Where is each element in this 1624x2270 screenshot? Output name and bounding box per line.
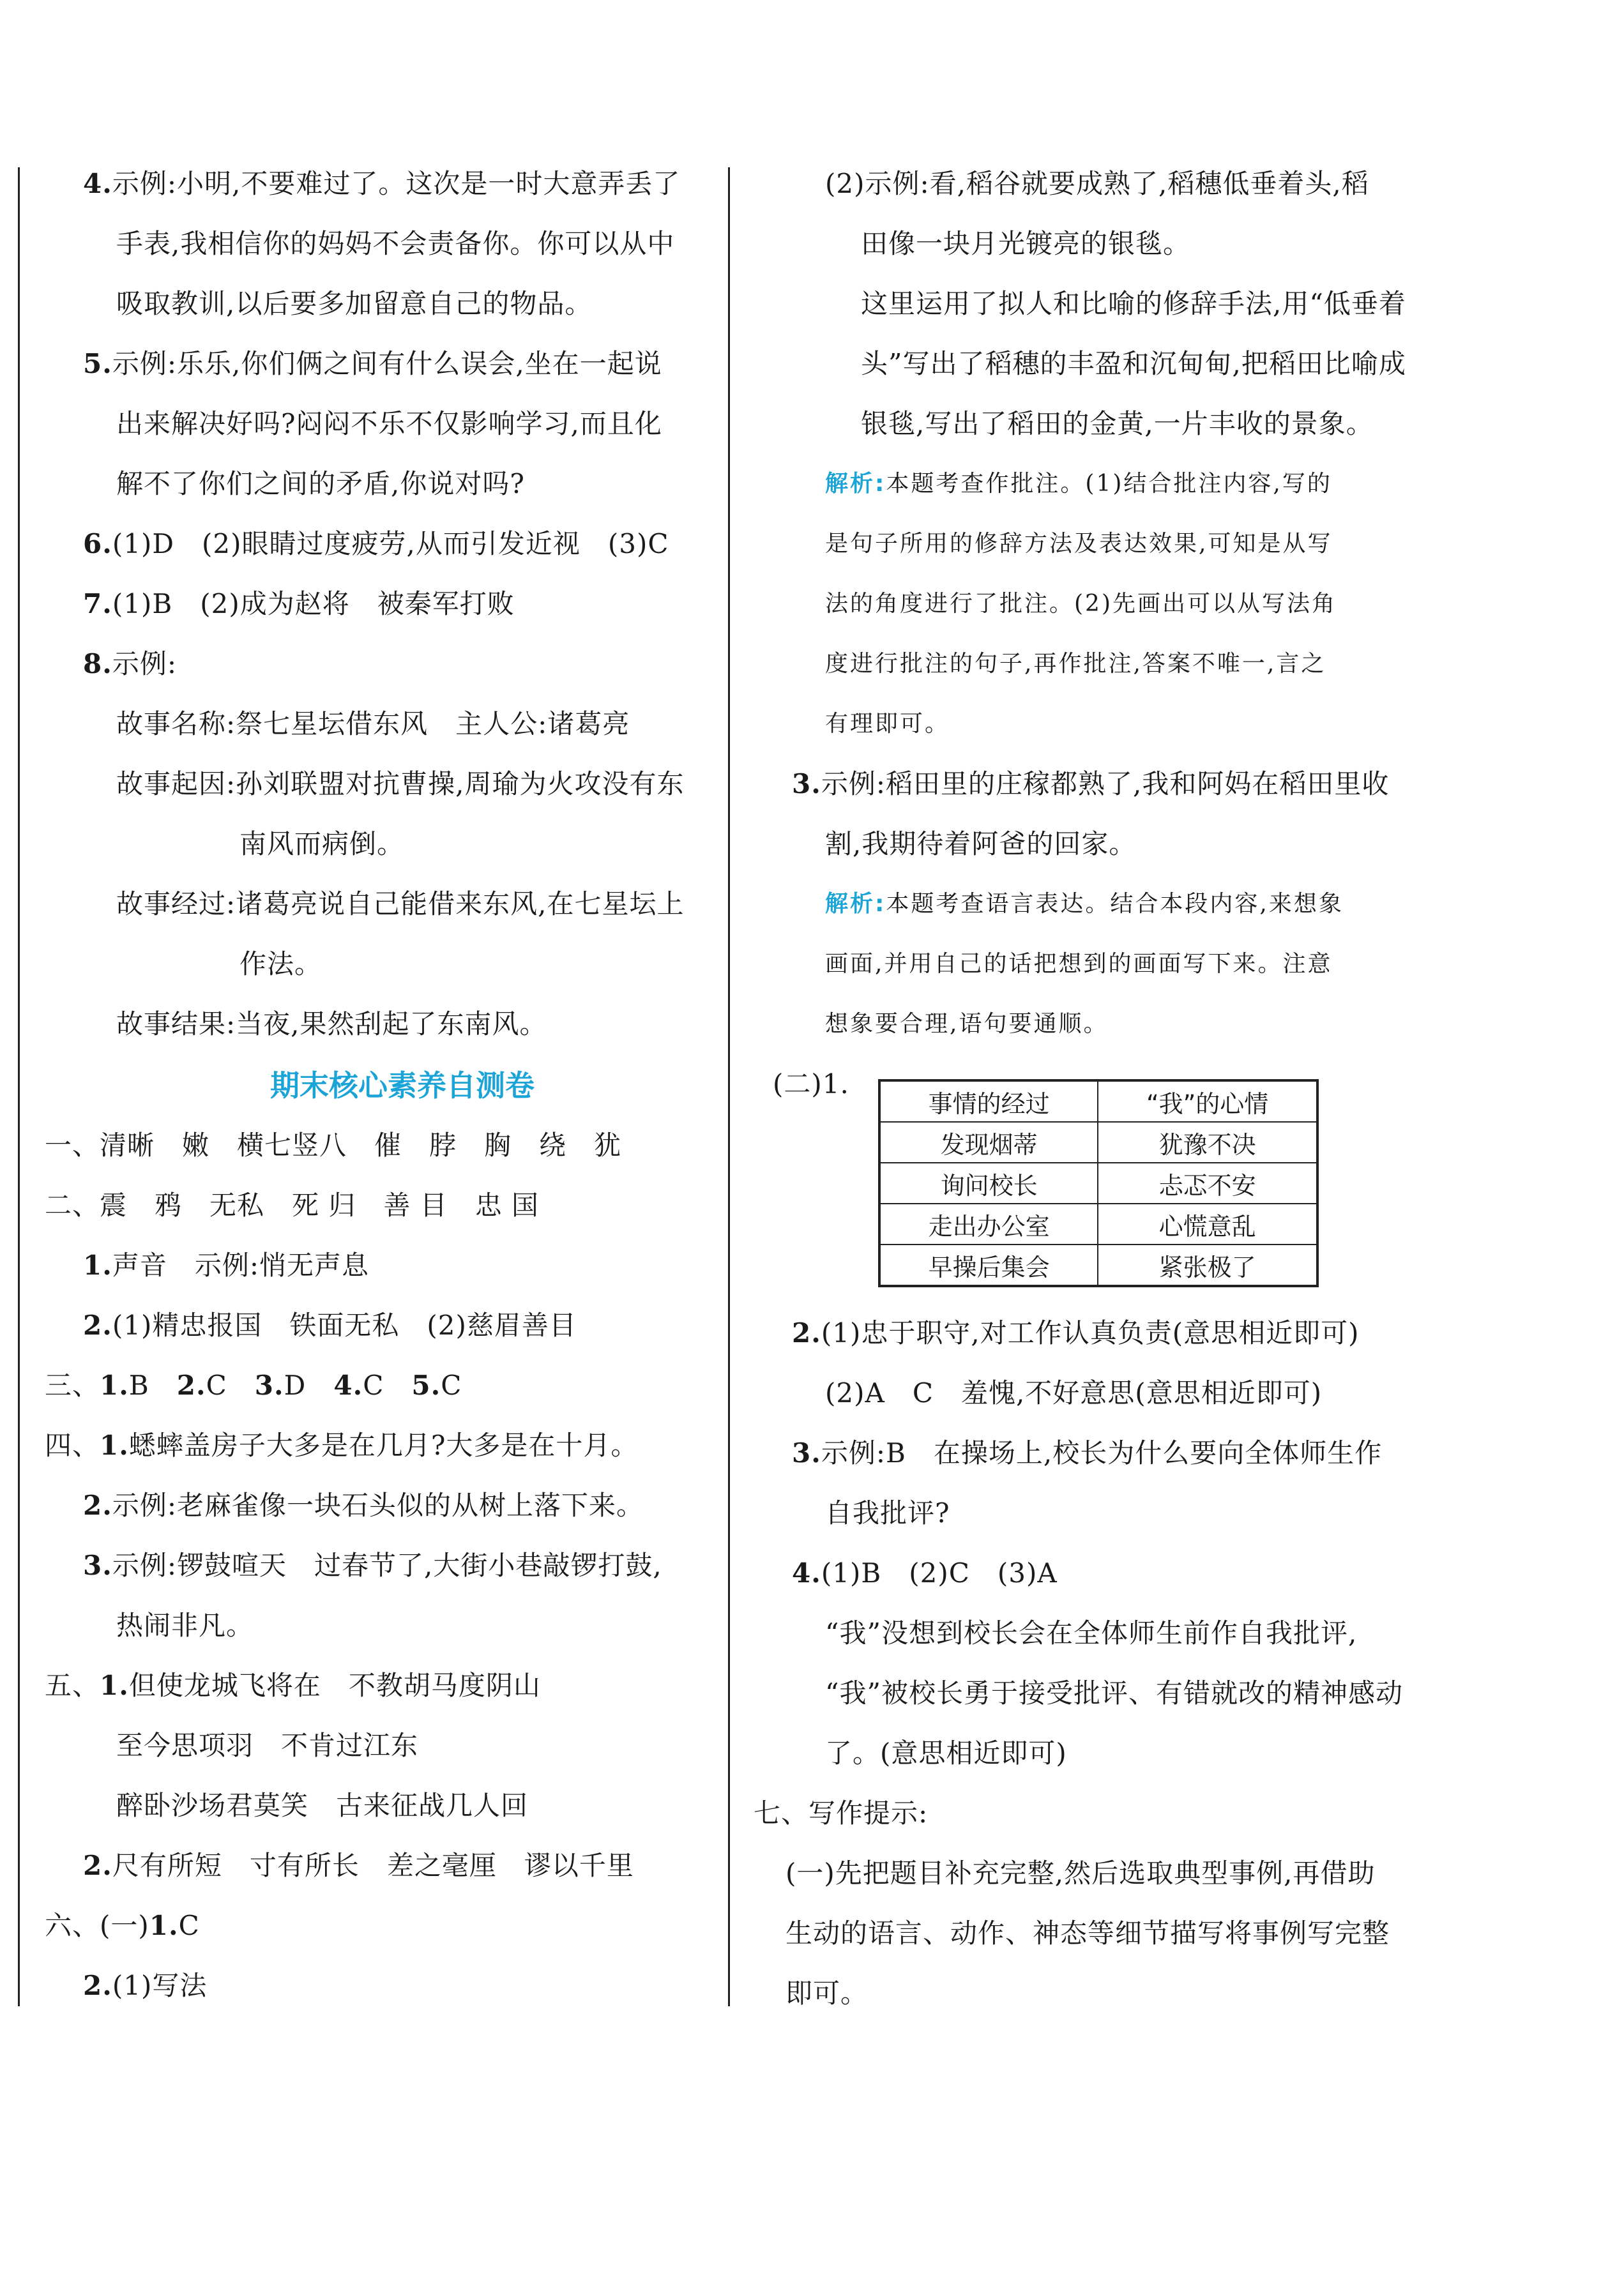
p2-3-line-1: 3.示例:B 在操场上,校长为什么要向全体师生作 [792,1437,1383,1469]
table-header: “我”的心情 [1098,1080,1317,1122]
p2-4-line-1: 4.(1)B (2)C (3)A [792,1557,1058,1589]
story-process-1: 故事经过:诸葛亮说自己能借来东风,在七星坛上 [116,888,685,919]
r-line-3: 这里运用了拟人和比喻的修辞手法,用“低垂着 [861,288,1406,319]
q5-line-3: 解不了你们之间的矛盾,你说对吗? [116,468,525,499]
table-header: 事情的经过 [879,1080,1098,1122]
left-margin-rule [18,167,20,2006]
q7-line: 7.(1)B (2)成为赵将 被秦军打败 [83,588,515,619]
analysis-1-line-2: 是句子所用的修辞方法及表达效果,可知是从写 [825,531,1333,557]
story-cause-1: 故事起因:孙刘联盟对抗曹操,周瑜为火攻没有东 [116,768,685,799]
table-cell: 犹豫不决 [1098,1122,1317,1163]
s7-line-2: 生动的语言、动作、神态等细节描写将事例写完整 [785,1918,1390,1949]
table-cell: 紧张极了 [1098,1245,1317,1286]
q4-line-2: 手表,我相信你的妈妈不会责备你。你可以从中 [116,228,675,259]
q6-line: 6.(1)D (2)眼睛过度疲劳,从而引发近视 (3)C [83,528,669,559]
s5-1-line-3: 醉卧沙场君莫笑 古来征战几人回 [116,1790,529,1821]
q4-line-1: 4.示例:小明,不要难过了。这次是一时大意弄丢了 [83,168,681,199]
s2-2-line: 2.(1)精忠报国 铁面无私 (2)慈眉善目 [83,1310,577,1341]
table-cell: 忐忑不安 [1098,1163,1317,1204]
r-line-1: (2)示例:看,稻谷就要成熟了,稻穗低垂着头,稻 [825,168,1369,199]
q3-line-1: 3.示例:稻田里的庄稼都熟了,我和阿妈在稻田里收 [792,768,1390,799]
s3-line: 三、1.B 2.C 3.D 4.C 5.C [45,1370,462,1401]
s7-line-1: (一)先把题目补充完整,然后选取典型事例,再借助 [785,1858,1376,1889]
p2-2-line-2: (2)A C 羞愧,不好意思(意思相近即可) [825,1377,1323,1409]
table-cell: 早操后集会 [879,1245,1098,1286]
s2-line: 二、震 鸦 无私 死 归 善 目 忠 国 [45,1190,540,1221]
table-cell: 询问校长 [879,1163,1098,1204]
analysis-1-line-4: 度进行批注的句子,再作批注,答案不唯一,言之 [825,651,1326,677]
p2-4-line-3: “我”被校长勇于接受批评、有错就改的精神感动 [825,1677,1403,1709]
s5-2-line: 2.尺有所短 寸有所长 差之毫厘 谬以千里 [83,1850,634,1881]
s6-2-line: 2.(1)写法 [83,1970,208,2001]
right-column [754,0,1430,2270]
table-cell: 心慌意乱 [1098,1204,1317,1245]
story-process-2: 作法。 [239,948,323,980]
column-divider [728,167,730,2006]
analysis-1-line-5: 有理即可。 [825,711,950,737]
analysis-2-line-2: 画面,并用自己的话把想到的画面写下来。注意 [825,951,1333,977]
q5-line-2: 出来解决好吗?闷闷不乐不仅影响学习,而且化 [116,408,662,439]
q8-line: 8.示例: [83,648,178,679]
section-title: 期末核心素养自测卷 [270,1068,535,1103]
table-row [879,1122,1317,1163]
s4-2-line: 2.示例:老麻雀像一块石头似的从树上落下来。 [83,1490,644,1521]
table-row [879,1204,1317,1245]
s5-1-line-1: 五、1.但使龙城飞将在 不教胡马度阴山 [45,1670,541,1701]
story-cause-2: 南风而病倒。 [239,828,405,859]
part2-label: (二)1. [773,1068,849,1100]
s7-line: 七、写作提示: [754,1797,929,1829]
s1-line: 一、清晰 嫩 横七竖八 催 脖 胸 绕 犹 [45,1130,622,1161]
s6-1-line: 六、(一)1.C [45,1910,200,1941]
p2-2-line-1: 2.(1)忠于职守,对工作认真负责(意思相近即可) [792,1317,1360,1349]
s4-3-line-2: 热闹非凡。 [116,1610,254,1641]
r-line-4: 头”写出了稻穗的丰盈和沉甸甸,把稻田比喻成 [861,348,1406,379]
mood-table [878,1079,1319,1287]
story-result: 故事结果:当夜,果然刮起了东南风。 [116,1008,547,1040]
s4-1-line: 四、1.蟋蟀盖房子大多是在几月?大多是在十月。 [45,1430,639,1461]
q3-line-2: 割,我期待着阿爸的回家。 [825,828,1137,859]
left-column [45,0,722,2270]
table-cell: 发现烟蒂 [879,1122,1098,1163]
table-row [879,1245,1317,1286]
table-row [879,1163,1317,1204]
p2-4-line-4: 了。(意思相近即可) [825,1737,1067,1769]
r-line-5: 银毯,写出了稻田的金黄,一片丰收的景象。 [861,408,1374,439]
analysis-2-line-3: 想象要合理,语句要通顺。 [825,1011,1109,1037]
r-line-2: 田像一块月光镀亮的银毯。 [861,228,1191,259]
story-name: 故事名称:祭七星坛借东风 主人公:诸葛亮 [116,708,630,739]
p2-3-line-2: 自我批评? [825,1497,950,1529]
s7-line-3: 即可。 [785,1978,869,2009]
analysis-1-line-3: 法的角度进行了批注。(2)先画出可以从写法角 [825,591,1337,617]
p2-4-line-2: “我”没想到校长会在全体师生前作自我批评, [825,1617,1358,1649]
q5-line-1: 5.示例:乐乐,你们俩之间有什么误会,坐在一起说 [83,348,662,379]
q4-line-3: 吸取教训,以后要多加留意自己的物品。 [116,288,593,319]
s2-1-line: 1.声音 示例:悄无声息 [83,1250,370,1281]
table-cell: 走出办公室 [879,1204,1098,1245]
analysis-2-line-1: 解析:本题考查语言表达。结合本段内容,来想象 [825,891,1344,917]
s5-1-line-2: 至今思项羽 不肯过江东 [116,1730,419,1761]
analysis-1-line-1: 解析:本题考查作批注。(1)结合批注内容,写的 [825,471,1332,497]
s4-3-line: 3.示例:锣鼓喧天 过春节了,大街小巷敲锣打鼓, [83,1550,662,1581]
table-header-row [879,1080,1317,1122]
